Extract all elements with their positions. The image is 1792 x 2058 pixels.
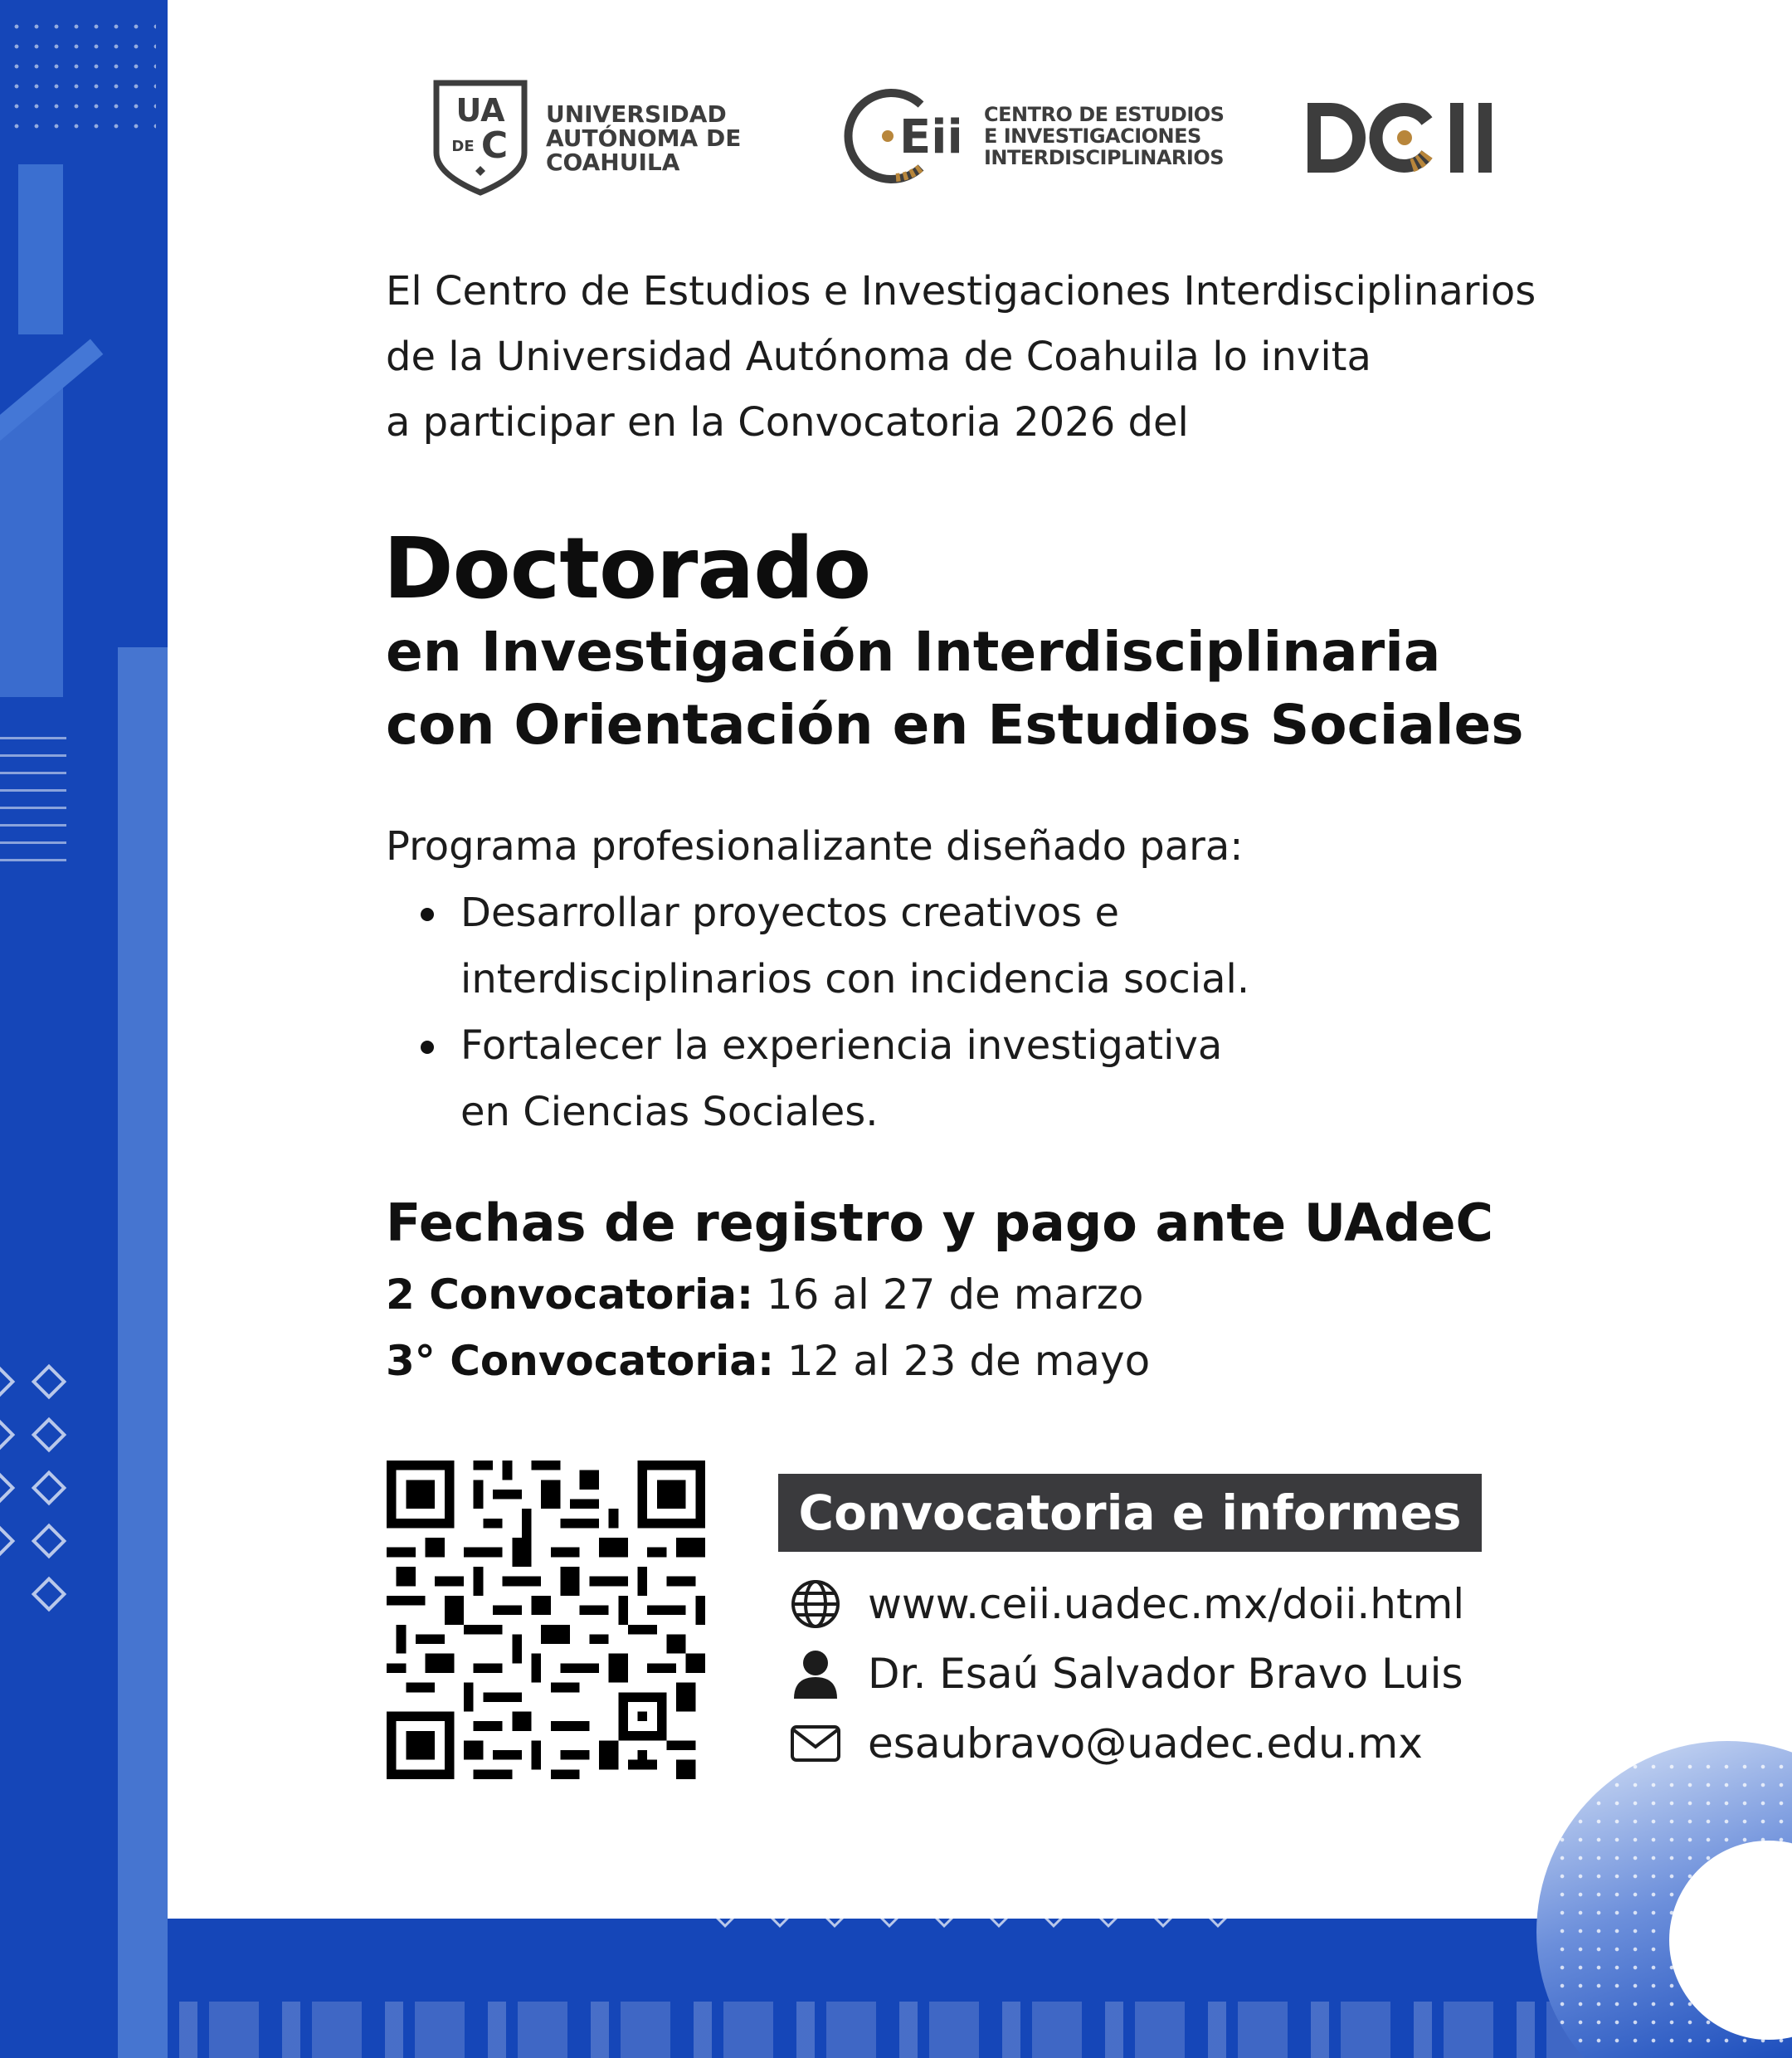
bullet-line: Desarrollar proyectos creativos e xyxy=(460,890,1119,936)
ceii-mark-icon xyxy=(838,86,979,186)
svg-text:C: C xyxy=(480,124,509,167)
left-decorative-band xyxy=(0,0,168,2058)
user-icon xyxy=(788,1646,843,1701)
svg-text:Eii: Eii xyxy=(899,110,963,164)
uadec-line: UNIVERSIDAD xyxy=(546,100,727,128)
dates-row xyxy=(386,1261,1143,1328)
diamond-shape xyxy=(32,1417,66,1452)
ceii-line: E INVESTIGACIONES xyxy=(984,124,1201,148)
diamond-shape xyxy=(32,1577,66,1612)
diamond-shape xyxy=(1040,1919,1068,1928)
contact-heading: Convocatoria e informes xyxy=(778,1474,1482,1552)
diamond-shape xyxy=(711,1919,739,1928)
dates-label: 2 Convocatoria: xyxy=(386,1270,753,1319)
contact-person: Dr. Esaú Salvador Bravo Luis xyxy=(868,1650,1463,1698)
bullet-item xyxy=(460,1012,1630,1145)
decor-strip xyxy=(118,647,168,2058)
diamond-shape xyxy=(32,1364,66,1399)
uadec-logo xyxy=(431,80,741,196)
bullet-line: en Ciencias Sociales. xyxy=(460,1089,879,1135)
qr-code[interactable] xyxy=(387,1461,705,1779)
diamond-shape xyxy=(821,1919,849,1928)
dates-value: 16 al 27 de marzo xyxy=(766,1270,1144,1319)
decor-bars xyxy=(179,2002,1590,2058)
diamond-shape xyxy=(985,1919,1013,1928)
bullet-item xyxy=(460,880,1630,1012)
diamond-shape xyxy=(1094,1919,1122,1928)
program-title: Doctorado xyxy=(383,519,871,618)
intro-line: de la Universidad Autónoma de Coahuila lo invita xyxy=(386,334,1371,380)
diamond-shape xyxy=(1149,1919,1177,1928)
program-bullets xyxy=(460,880,1630,1145)
dates-value: 12 al 23 de mayo xyxy=(786,1337,1151,1385)
subtitle-line: con Orientación en Estudios Sociales xyxy=(386,693,1524,757)
diamond-shape xyxy=(766,1919,794,1928)
dates-row xyxy=(386,1328,1150,1394)
uadec-shield-icon xyxy=(431,80,529,196)
decor-stripes xyxy=(0,737,66,873)
doii-logo-icon xyxy=(1303,96,1502,179)
svg-text:DE: DE xyxy=(451,138,475,155)
email-link[interactable]: esaubravo@uadec.edu.mx xyxy=(868,1719,1423,1768)
diamond-pattern xyxy=(0,1353,75,1602)
ceii-wordmark xyxy=(984,104,1224,168)
decor-bar xyxy=(18,164,63,334)
globe-icon xyxy=(788,1577,843,1631)
bullet-line: interdisciplinarios con incidencia social. xyxy=(460,956,1250,1002)
svg-text:UA: UA xyxy=(455,92,505,129)
diamond-shape xyxy=(875,1919,903,1928)
diamond-shape xyxy=(0,1364,15,1399)
dot-pattern xyxy=(7,17,156,141)
mail-icon xyxy=(788,1716,843,1771)
bullet-line: Fortalecer la experiencia investigativa xyxy=(460,1022,1223,1069)
uadec-line: COAHUILA xyxy=(546,148,680,176)
diamond-row xyxy=(715,1919,1263,1937)
diamond-shape xyxy=(32,1524,66,1558)
logo-header xyxy=(431,80,1510,204)
diamond-shape xyxy=(1204,1919,1232,1928)
website-row[interactable] xyxy=(788,1577,1464,1631)
diamond-shape xyxy=(0,1524,15,1558)
corner-circle-decoration xyxy=(1536,1741,1792,2058)
diamond-shape xyxy=(32,1470,66,1505)
intro-line: El Centro de Estudios e Investigaciones Interdisciplinarios xyxy=(386,268,1536,315)
intro-line: a participar en la Convocatoria 2026 del xyxy=(386,399,1189,446)
ceii-line: CENTRO DE ESTUDIOS xyxy=(984,103,1225,126)
subtitle-line: en Investigación Interdisciplinaria xyxy=(386,620,1441,684)
dates-label: 3° Convocatoria: xyxy=(386,1337,774,1385)
program-subtitle xyxy=(386,616,1730,762)
program-description xyxy=(386,813,1630,1145)
uadec-line: AUTÓNOMA DE xyxy=(546,124,742,152)
program-lead: Programa profesionalizante diseñado para: xyxy=(386,823,1244,870)
diamond-shape xyxy=(930,1919,958,1928)
uadec-wordmark xyxy=(546,102,741,174)
ceii-logo xyxy=(838,86,1224,186)
contact-person-row xyxy=(788,1646,1463,1701)
dates-heading: Fechas de registro y pago ante UAdeC xyxy=(386,1192,1494,1253)
diamond-shape xyxy=(0,1417,15,1452)
website-link[interactable]: www.ceii.uadec.mx/doii.html xyxy=(868,1580,1465,1628)
intro-paragraph xyxy=(386,259,1680,456)
diamond-shape xyxy=(0,1470,15,1505)
email-row[interactable] xyxy=(788,1716,1423,1771)
ceii-line: INTERDISCIPLINARIOS xyxy=(984,146,1225,169)
